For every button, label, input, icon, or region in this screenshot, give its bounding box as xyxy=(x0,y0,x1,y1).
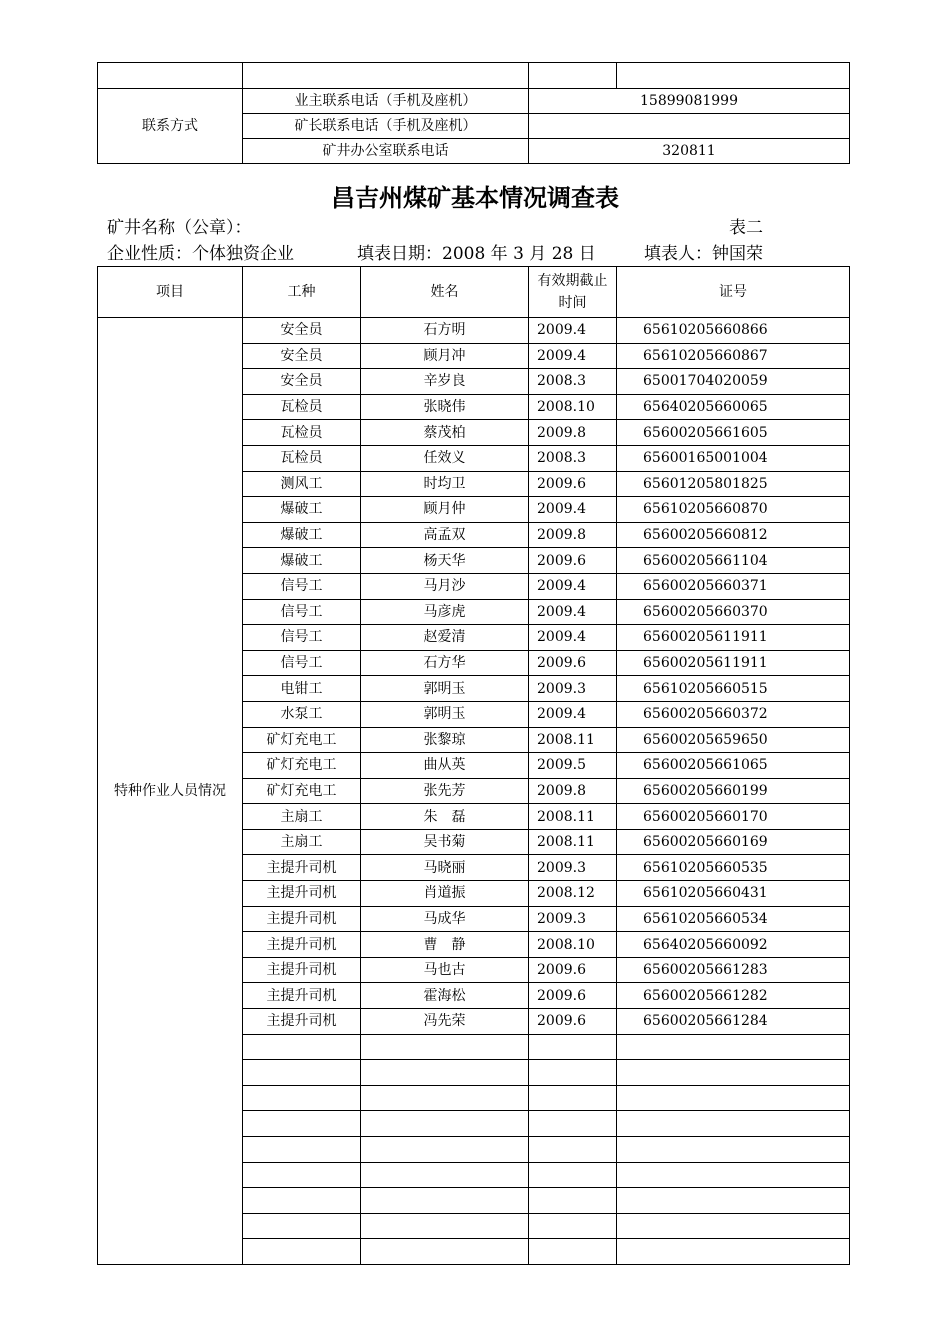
cert-no-cell: 65600205661282 xyxy=(617,983,850,1009)
name-cell xyxy=(361,1213,529,1239)
name-cell xyxy=(361,1162,529,1188)
job-cell: 主提升司机 xyxy=(243,881,361,907)
name-cell xyxy=(361,1188,529,1214)
expiry-cell xyxy=(529,1188,617,1214)
job-cell: 安全员 xyxy=(243,318,361,344)
job-cell: 矿灯充电工 xyxy=(243,727,361,753)
cert-no-cell xyxy=(617,1162,850,1188)
cert-no-cell: 65600205611911 xyxy=(617,625,850,651)
expiry-cell: 2008.3 xyxy=(529,445,617,471)
name-cell: 郭明玉 xyxy=(361,676,529,702)
job-cell: 信号工 xyxy=(243,599,361,625)
contact-row-value xyxy=(529,114,850,139)
job-cell xyxy=(243,1239,361,1265)
name-cell: 马彦虎 xyxy=(361,599,529,625)
expiry-cell: 2009.3 xyxy=(529,855,617,881)
job-cell xyxy=(243,1034,361,1060)
expiry-cell: 2009.8 xyxy=(529,522,617,548)
job-cell: 瓦检员 xyxy=(243,420,361,446)
cert-no-cell xyxy=(617,1034,850,1060)
expiry-cell: 2009.4 xyxy=(529,343,617,369)
expiry-cell: 2009.4 xyxy=(529,318,617,344)
job-cell xyxy=(243,1137,361,1163)
cert-no-cell: 65001704020059 xyxy=(617,369,850,395)
expiry-cell: 2008.10 xyxy=(529,932,617,958)
expiry-cell: 2008.10 xyxy=(529,394,617,420)
expiry-cell: 2008.3 xyxy=(529,369,617,395)
header-job: 工种 xyxy=(243,267,361,318)
cert-no-cell: 65640205660092 xyxy=(617,932,850,958)
expiry-cell xyxy=(529,1162,617,1188)
cert-no-cell: 65600205660812 xyxy=(617,522,850,548)
cert-no-cell: 65600205659650 xyxy=(617,727,850,753)
expiry-cell xyxy=(529,1239,617,1265)
expiry-cell xyxy=(529,1034,617,1060)
cert-no-cell: 65601205801825 xyxy=(617,471,850,497)
job-cell: 主提升司机 xyxy=(243,855,361,881)
cert-no-cell xyxy=(617,1239,850,1265)
expiry-cell: 2009.3 xyxy=(529,906,617,932)
contact-row-label: 矿长联系电话（手机及座机） xyxy=(243,114,529,139)
personnel-table xyxy=(97,266,850,1265)
expiry-cell: 2009.6 xyxy=(529,548,617,574)
expiry-cell xyxy=(529,1060,617,1086)
name-cell: 张晓伟 xyxy=(361,394,529,420)
table-number: 表二 xyxy=(729,218,763,238)
cert-no-cell: 65600205660199 xyxy=(617,778,850,804)
cert-no-cell: 65600205660370 xyxy=(617,599,850,625)
job-cell: 矿灯充电工 xyxy=(243,753,361,779)
cert-no-cell: 65610205660431 xyxy=(617,881,850,907)
job-cell: 主提升司机 xyxy=(243,1009,361,1035)
job-cell: 信号工 xyxy=(243,650,361,676)
cert-no-cell: 65600205660371 xyxy=(617,573,850,599)
name-cell: 马晓丽 xyxy=(361,855,529,881)
name-cell: 顾月仲 xyxy=(361,497,529,523)
name-cell xyxy=(361,1034,529,1060)
section-label: 特种作业人员情况 xyxy=(98,318,243,1265)
name-cell: 曹 静 xyxy=(361,932,529,958)
cert-no-cell: 65610205660870 xyxy=(617,497,850,523)
job-cell: 安全员 xyxy=(243,369,361,395)
job-cell: 瓦检员 xyxy=(243,445,361,471)
cert-no-cell xyxy=(617,1085,850,1111)
job-cell: 测风工 xyxy=(243,471,361,497)
header-name: 姓名 xyxy=(361,267,529,318)
page-title: 昌吉州煤矿基本情况调查表 xyxy=(331,184,619,212)
job-cell: 主扇工 xyxy=(243,829,361,855)
enterprise-nature: 企业性质：个体独资企业 xyxy=(107,244,294,264)
cert-no-cell: 65600205661283 xyxy=(617,957,850,983)
job-cell: 爆破工 xyxy=(243,497,361,523)
contact-row-value: 15899081999 xyxy=(529,89,850,114)
job-cell: 信号工 xyxy=(243,625,361,651)
job-cell: 爆破工 xyxy=(243,522,361,548)
name-cell: 马也古 xyxy=(361,957,529,983)
mine-name-label: 矿井名称（公章）： xyxy=(107,218,252,238)
expiry-cell: 2009.6 xyxy=(529,650,617,676)
blank-cell xyxy=(98,63,243,89)
cert-no-cell: 65600205661104 xyxy=(617,548,850,574)
name-cell: 张先芳 xyxy=(361,778,529,804)
job-cell xyxy=(243,1213,361,1239)
name-cell: 肖道振 xyxy=(361,881,529,907)
name-cell: 时均卫 xyxy=(361,471,529,497)
job-cell: 主扇工 xyxy=(243,804,361,830)
expiry-cell: 2008.11 xyxy=(529,804,617,830)
job-cell: 主提升司机 xyxy=(243,983,361,1009)
expiry-cell: 2009.4 xyxy=(529,701,617,727)
job-cell xyxy=(243,1085,361,1111)
contact-label: 联系方式 xyxy=(98,89,243,164)
cert-no-cell xyxy=(617,1137,850,1163)
blank-cell xyxy=(617,63,850,89)
cert-no-cell xyxy=(617,1111,850,1137)
job-cell: 主提升司机 xyxy=(243,906,361,932)
job-cell: 主提升司机 xyxy=(243,932,361,958)
cert-no-cell: 65640205660065 xyxy=(617,394,850,420)
job-cell xyxy=(243,1188,361,1214)
name-cell: 朱 磊 xyxy=(361,804,529,830)
blank-cell xyxy=(529,63,617,89)
name-cell: 赵爱清 xyxy=(361,625,529,651)
contact-table xyxy=(97,62,850,164)
expiry-cell: 2009.6 xyxy=(529,1009,617,1035)
expiry-cell: 2008.11 xyxy=(529,727,617,753)
cert-no-cell: 65600205660169 xyxy=(617,829,850,855)
name-cell: 辛岁良 xyxy=(361,369,529,395)
name-cell xyxy=(361,1239,529,1265)
contact-row-label: 矿井办公室联系电话 xyxy=(243,139,529,164)
contact-row xyxy=(98,89,850,114)
name-cell: 曲从英 xyxy=(361,753,529,779)
name-cell: 吴书菊 xyxy=(361,829,529,855)
cert-no-cell: 65600205661605 xyxy=(617,420,850,446)
job-cell: 爆破工 xyxy=(243,548,361,574)
name-cell: 张黎琼 xyxy=(361,727,529,753)
expiry-cell: 2009.4 xyxy=(529,625,617,651)
expiry-cell: 2009.3 xyxy=(529,676,617,702)
name-cell: 任效义 xyxy=(361,445,529,471)
cert-no-cell: 65600205660372 xyxy=(617,701,850,727)
name-cell: 顾月冲 xyxy=(361,343,529,369)
name-cell xyxy=(361,1060,529,1086)
cert-no-cell: 65600165001004 xyxy=(617,445,850,471)
name-cell: 石方华 xyxy=(361,650,529,676)
expiry-cell: 2009.6 xyxy=(529,957,617,983)
cert-no-cell: 65610205660867 xyxy=(617,343,850,369)
cert-no-cell xyxy=(617,1060,850,1086)
name-cell: 蔡茂柏 xyxy=(361,420,529,446)
cert-no-cell: 65610205660535 xyxy=(617,855,850,881)
name-cell: 霍海松 xyxy=(361,983,529,1009)
cert-no-cell xyxy=(617,1213,850,1239)
cert-no-cell: 65610205660866 xyxy=(617,318,850,344)
job-cell xyxy=(243,1060,361,1086)
cert-no-cell: 65610205660534 xyxy=(617,906,850,932)
job-cell: 电钳工 xyxy=(243,676,361,702)
contact-row-label: 业主联系电话（手机及座机） xyxy=(243,89,529,114)
header-item: 项目 xyxy=(98,267,243,318)
table-row xyxy=(98,318,850,344)
cert-no-cell xyxy=(617,1188,850,1214)
blank-cell xyxy=(243,63,529,89)
job-cell: 瓦检员 xyxy=(243,394,361,420)
name-cell: 高孟双 xyxy=(361,522,529,548)
job-cell xyxy=(243,1111,361,1137)
name-cell xyxy=(361,1137,529,1163)
expiry-cell: 2009.4 xyxy=(529,599,617,625)
cert-no-cell: 65600205661065 xyxy=(617,753,850,779)
cert-no-cell: 65600205661284 xyxy=(617,1009,850,1035)
job-cell: 主提升司机 xyxy=(243,957,361,983)
name-cell: 石方明 xyxy=(361,318,529,344)
expiry-cell xyxy=(529,1213,617,1239)
contact-row-value: 320811 xyxy=(529,139,850,164)
expiry-cell: 2009.6 xyxy=(529,983,617,1009)
name-cell: 马成华 xyxy=(361,906,529,932)
expiry-cell xyxy=(529,1085,617,1111)
filler-name: 填表人：钟国荣 xyxy=(644,244,763,264)
blank-row xyxy=(98,63,850,89)
table-header-row xyxy=(98,267,850,318)
expiry-cell: 2009.5 xyxy=(529,753,617,779)
name-cell: 马月沙 xyxy=(361,573,529,599)
header-cert-no: 证号 xyxy=(617,267,850,318)
fill-date: 填表日期：2008 年 3 月 28 日 xyxy=(357,244,596,264)
expiry-cell xyxy=(529,1137,617,1163)
expiry-cell: 2009.8 xyxy=(529,420,617,446)
name-cell: 杨天华 xyxy=(361,548,529,574)
name-cell xyxy=(361,1111,529,1137)
expiry-cell: 2009.4 xyxy=(529,573,617,599)
job-cell: 矿灯充电工 xyxy=(243,778,361,804)
name-cell: 郭明玉 xyxy=(361,701,529,727)
job-cell: 水泵工 xyxy=(243,701,361,727)
expiry-cell: 2009.8 xyxy=(529,778,617,804)
cert-no-cell: 65600205660170 xyxy=(617,804,850,830)
job-cell: 信号工 xyxy=(243,573,361,599)
cert-no-cell: 65610205660515 xyxy=(617,676,850,702)
expiry-cell: 2008.11 xyxy=(529,829,617,855)
job-cell: 安全员 xyxy=(243,343,361,369)
cert-no-cell: 65600205611911 xyxy=(617,650,850,676)
expiry-cell: 2008.12 xyxy=(529,881,617,907)
expiry-cell xyxy=(529,1111,617,1137)
name-cell xyxy=(361,1085,529,1111)
expiry-cell: 2009.6 xyxy=(529,471,617,497)
header-expiry: 有效期截止时间 xyxy=(529,267,617,318)
job-cell xyxy=(243,1162,361,1188)
name-cell: 冯先荣 xyxy=(361,1009,529,1035)
expiry-cell: 2009.4 xyxy=(529,497,617,523)
